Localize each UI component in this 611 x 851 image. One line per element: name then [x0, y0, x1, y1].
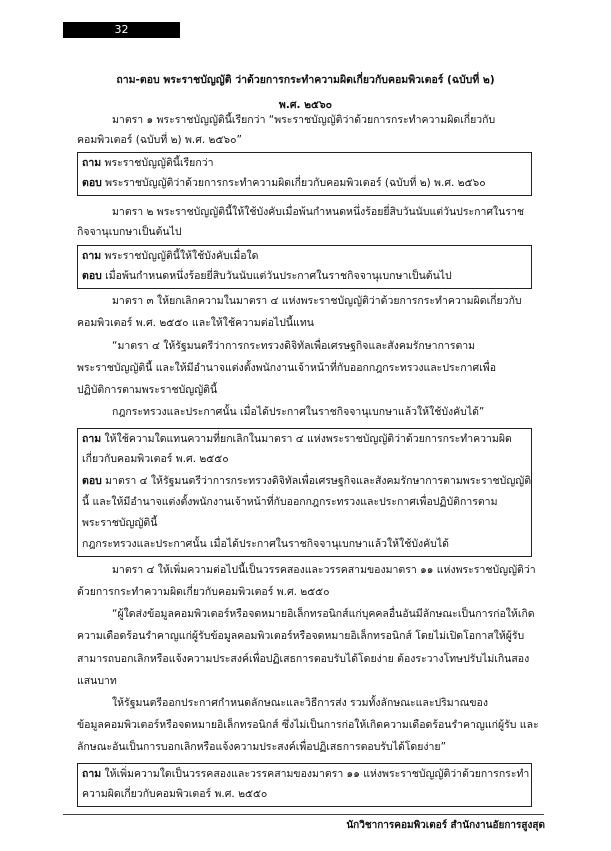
section-3-line-3: “มาตรา ๔ ให้รัฐมนตรีว่าการกระทรวงดิจิทัลเพื่อเศรษฐกิจและสังคมรักษาการตาม [112, 340, 476, 352]
section-4-line-3: “ผู้ใดส่งข้อมูลคอมพิวเตอร์หรือจดหมายอิเล็กทรอนิกส์แก่บุคคลอื่นอันมีลักษณะเป็นการก่อให้เกิด [112, 608, 535, 620]
section-4-line-6: แสนบาท [77, 675, 117, 687]
section-1-line-2: คอมพิวเตอร์ (ฉบับที่ ๒) พ.ศ. ๒๕๖๐” [77, 134, 242, 146]
qa-box-4-question-line-1: ถาม ให้เพิ่มความใดเป็นวรรคสองและวรรคสามของมาตรา ๑๑ แห่งพระราชบัญญัติว่าด้วยการกระทำ [82, 768, 530, 780]
section-1-line-1: มาตรา ๑ พระราชบัญญัตินี้เรียกว่า “พระราชบัญญัติว่าด้วยการกระทำความผิดเกี่ยวกับ [112, 114, 496, 126]
section-3-line-6: กฎกระทรวงและประกาศนั้น เมื่อได้ประกาศในราชกิจจานุเบกษาแล้วให้ใช้บังคับได้” [112, 406, 485, 418]
qa-box-3-answer-line-4: กฎกระทรวงและประกาศนั้น เมื่อได้ประกาศในราชกิจจานุเบกษาแล้วให้ใช้บังคับได้ [82, 538, 449, 550]
qa-box-3-question-line-2: เกี่ยวกับคอมพิวเตอร์ พ.ศ. ๒๕๕๐ [82, 453, 229, 465]
section-4-line-2: ด้วยการกระทำความผิดเกี่ยวกับคอมพิวเตอร์ พ.ศ. ๒๕๕๐ [77, 586, 330, 598]
qa-box-1 [77, 152, 532, 196]
section-3-line-1: มาตรา ๓ ให้ยกเลิกความในมาตรา ๔ แห่งพระราชบัญญัติว่าด้วยการกระทำความผิดเกี่ยวกับ [112, 295, 522, 307]
qa-box-2 [77, 245, 532, 289]
document-title: ถาม-ตอบ พระราชบัญญัติ ว่าด้วยการกระทำความผิดเกี่ยวกับคอมพิวเตอร์ (ฉบับที่ ๒) [116, 74, 495, 86]
qa-box-2-question: ถาม พระราชบัญญัตินี้ให้ใช้บังคับเมื่อใด [82, 250, 259, 262]
page-footer: นักวิชาการคอมพิวเตอร์ สำนักงานอัยการสูงสุด [346, 820, 545, 831]
section-4-line-7: ให้รัฐมนตรีออกประกาศกำหนดลักษณะและวิธีการส่ง รวมทั้งลักษณะและปริมาณของ [112, 697, 488, 709]
qa-box-4-question-line-2: ความผิดเกี่ยวกับคอมพิวเตอร์ พ.ศ. ๒๕๕๐ [82, 788, 268, 800]
section-3-line-2: คอมพิวเตอร์ พ.ศ. ๒๕๕๐ และให้ใช้ความต่อไปนี้แทน [77, 317, 314, 329]
section-3-line-5: ปฏิบัติการตามพระราชบัญญัตินี้ [77, 384, 218, 396]
section-2-line-2: กิจจานุเบกษาเป็นต้นไป [77, 226, 182, 238]
qa-box-3-answer-line-2: นี้ และให้มีอำนาจแต่งตั้งพนักงานเจ้าหน้าที่กับออกกฎกระทรวงและประกาศเพื่อปฏิบัติการตาม [82, 496, 498, 508]
qa-box-3-question-line-1: ถาม ให้ใช้ความใดแทนความที่ยกเลิกในมาตรา ๔ แห่งพระราชบัญญัติว่าด้วยการกระทำความผิด [82, 433, 512, 445]
qa-box-2-answer: ตอบ เมื่อพ้นกำหนดหนึ่งร้อยยี่สิบวันนับแต่วันประกาศในราชกิจจานุเบกษาเป็นต้นไป [82, 270, 452, 282]
section-4-line-5: สามารถบอกเลิกหรือแจ้งความประสงค์เพื่อปฏิเสธการตอบรับได้โดยง่าย ต้องระวางโทษปรับไม่เกินสอง [77, 653, 530, 665]
footer-divider [63, 814, 544, 815]
section-2-line-1: มาตรา ๒ พระราชบัญญัตินี้ให้ใช้บังคับเมื่อพ้นกำหนดหนึ่งร้อยยี่สิบวันนับแต่วันประกาศในราช [112, 206, 525, 218]
section-4-line-1: มาตรา ๔ ให้เพิ่มความต่อไปนี้เป็นวรรคสองและวรรคสามของมาตรา ๑๑ แห่งพระราชบัญญัติว่า [112, 564, 536, 576]
section-4-line-8: ข้อมูลคอมพิวเตอร์หรือจดหมายอิเล็กทรอนิกส์ ซึ่งไม่เป็นการก่อให้เกิดความเดือดร้อนรำคาญแก่ผู้รับ และ [77, 719, 539, 731]
document-subtitle: พ.ศ. ๒๕๖๐ [278, 99, 333, 111]
qa-box-3 [77, 428, 532, 557]
section-4-line-4: ความเดือดร้อนรำคาญแก่ผู้รับข้อมูลคอมพิวเตอร์หรือจดหมายอิเล็กทรอนิกส์ โดยไม่เปิดโอกาสให้ผู้รับ [77, 630, 525, 642]
qa-box-1-answer: ตอบ พระราชบัญญัติว่าด้วยการกระทำความผิดเกี่ยวกับคอมพิวเตอร์ (ฉบับที่ ๒) พ.ศ. ๒๕๖๐ [82, 177, 486, 189]
section-3-line-4: พระราชบัญญัตินี้ และให้มีอำนาจแต่งตั้งพนักงานเจ้าหน้าที่กับออกกฎกระทรวงและประกาศเพื่อ [77, 362, 497, 374]
qa-box-4 [77, 763, 532, 807]
qa-box-3-answer-line-1: ตอบ มาตรา ๔ ให้รัฐมนตรีว่าการกระทรวงดิจิทัลเพื่อเศรษฐกิจและสังคมรักษาการตามพระราชบัญญัติ [82, 475, 532, 487]
qa-box-1-question: ถาม พระราชบัญญัตินี้เรียกว่า [82, 157, 214, 169]
page-number: 32 [63, 22, 180, 38]
qa-box-3-answer-line-3: พระราชบัญญัตินี้ [82, 517, 158, 529]
section-4-line-9: ลักษณะอันเป็นการบอกเลิกหรือแจ้งความประสงค์เพื่อปฏิเสธการตอบรับได้โดยง่าย” [77, 741, 447, 753]
